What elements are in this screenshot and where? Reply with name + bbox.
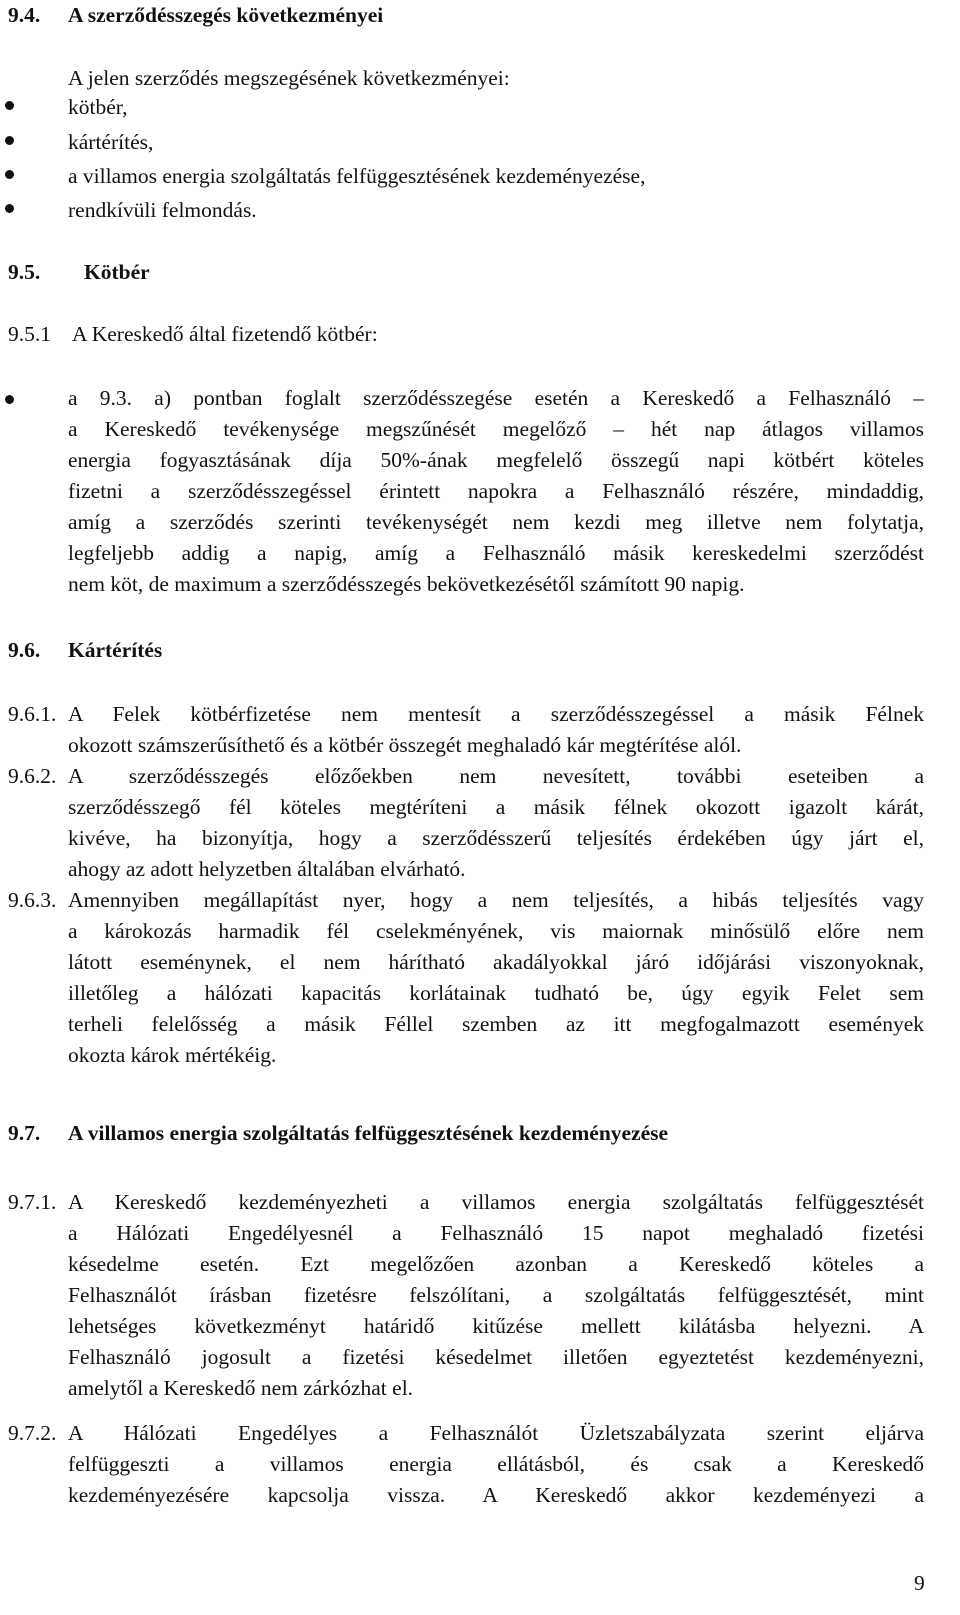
paragraph-line: Felhasználó jogosult a fizetési késedelmet illetően egyeztetést kezdeményezni, <box>68 1345 924 1369</box>
item-9-6-3-text <box>68 885 924 1071</box>
section-9-5-1-title: A Kereskedő által fizetendő kötbér: <box>72 322 378 346</box>
paragraph-line: okozta károk mértékéig. <box>68 1043 277 1067</box>
consequence-item: a villamos energia szolgáltatás felfüggesztésének kezdeményezése, <box>68 164 646 188</box>
paragraph-line: a 9.3. a) pontban foglalt szerződésszegése esetén a Kereskedő a Felhasználó – <box>68 386 924 410</box>
bullet-icon <box>5 101 14 110</box>
paragraph-line: nem köt, de maximum a szerződésszegés bekövetkezésétől számított 90 napig. <box>68 572 745 596</box>
consequence-item: kötbér, <box>68 95 128 119</box>
penalty-paragraph <box>68 383 924 600</box>
paragraph-line: okozott számszerűsíthető és a kötbér összegét meghaladó kár megtérítése alól. <box>68 733 742 757</box>
bullet-icon <box>5 136 14 145</box>
paragraph-line: Felhasználót írásban fizetésre felszólítani, a szolgáltatás felfüggesztését, mint <box>68 1283 924 1307</box>
section-9-4-title: A szerződésszegés következményei <box>68 3 384 27</box>
item-9-6-2-text <box>68 761 924 885</box>
bullet-icon <box>5 204 14 213</box>
paragraph-line: a Kereskedő tevékenysége megszűnését megelőző – hét nap átlagos villamos <box>68 417 924 441</box>
paragraph-line: A Hálózati Engedélyes a Felhasználót Üzletszabályzata szerint eljárva <box>68 1421 924 1445</box>
section-9-4-intro: A jelen szerződés megszegésének következményei: <box>68 66 510 90</box>
paragraph-line: kivéve, ha bizonyítja, hogy a szerződésszerű teljesítés érdekében úgy járt el, <box>68 826 924 850</box>
paragraph-line: amíg a szerződés szerinti tevékenységét nem kezdi meg illetve nem folytatja, <box>68 510 924 534</box>
paragraph-line: ahogy az adott helyzetben általában elvárható. <box>68 857 466 881</box>
paragraph-line: lehetséges következményt határidő kitűzése mellett kilátásba helyezni. A <box>68 1314 924 1338</box>
section-9-5-title: Kötbér <box>84 260 150 284</box>
item-9-6-1-number: 9.6.1. <box>8 702 57 726</box>
paragraph-line: Amennyiben megállapítást nyer, hogy a nem teljesítés, a hibás teljesítés vagy <box>68 888 924 912</box>
item-9-6-1-text <box>68 699 924 761</box>
section-9-5-1-number: 9.5.1 <box>8 322 51 346</box>
section-9-6-number: 9.6. <box>8 638 41 662</box>
item-9-7-1-number: 9.7.1. <box>8 1190 57 1214</box>
bullet-icon <box>5 395 14 404</box>
consequence-item: rendkívüli felmondás. <box>68 198 257 222</box>
paragraph-line: felfüggeszti a villamos energia ellátásból, és csak a Kereskedő <box>68 1452 924 1476</box>
item-9-7-2-text <box>68 1418 924 1511</box>
paragraph-line: amelytől a Kereskedő nem zárkózhat el. <box>68 1376 414 1400</box>
item-9-7-1-text <box>68 1187 924 1404</box>
paragraph-line: a károkozás harmadik fél cselekményének, vis maiornak minősülő előre nem <box>68 919 924 943</box>
paragraph-line: A szerződésszegés előzőekben nem nevesített, további eseteiben a <box>68 764 924 788</box>
paragraph-line: A Kereskedő kezdeményezheti a villamos energia szolgáltatás felfüggesztését <box>68 1190 924 1214</box>
page-number: 9 <box>914 1571 925 1595</box>
paragraph-line: fizetni a szerződésszegéssel érintett napokra a Felhasználó részére, mindaddig, <box>68 479 924 503</box>
paragraph-line: a Hálózati Engedélyesnél a Felhasználó 15 napot meghaladó fizetési <box>68 1221 924 1245</box>
paragraph-line: terheli felelősség a másik Féllel szemben az itt megfogalmazott események <box>68 1012 924 1036</box>
paragraph-line: késedelme esetén. Ezt megelőzően azonban a Kereskedő köteles a <box>68 1252 924 1276</box>
item-9-6-3-number: 9.6.3. <box>8 888 57 912</box>
item-9-6-2-number: 9.6.2. <box>8 764 57 788</box>
paragraph-line: kezdeményezésére kapcsolja vissza. A Kereskedő akkor kezdeményezi a <box>68 1483 924 1507</box>
paragraph-line: szerződésszegő fél köteles megtéríteni a másik félnek okozott igazolt kárát, <box>68 795 924 819</box>
paragraph-line: A Felek kötbérfizetése nem mentesít a szerződésszegéssel a másik Félnek <box>68 702 924 726</box>
paragraph-line: energia fogyasztásának díja 50%-ának megfelelő összegű napi kötbért köteles <box>68 448 924 472</box>
section-9-7-title: A villamos energia szolgáltatás felfüggesztésének kezdeményezése <box>68 1121 669 1145</box>
item-9-7-2-number: 9.7.2. <box>8 1421 57 1445</box>
bullet-icon <box>5 170 14 179</box>
paragraph-line: látott eseménynek, el nem hárítható akadályokkal járó időjárási viszonyoknak, <box>68 950 924 974</box>
paragraph-line: legfeljebb addig a napig, amíg a Felhasználó másik kereskedelmi szerződést <box>68 541 924 565</box>
section-9-6-title: Kártérítés <box>68 638 163 662</box>
section-9-7-number: 9.7. <box>8 1121 41 1145</box>
paragraph-line: illetőleg a hálózati kapacitás korlátainak tudható be, úgy egyik Felet sem <box>68 981 924 1005</box>
section-9-5-number: 9.5. <box>8 260 41 284</box>
consequence-item: kártérítés, <box>68 130 154 154</box>
section-9-4-number: 9.4. <box>8 3 41 27</box>
